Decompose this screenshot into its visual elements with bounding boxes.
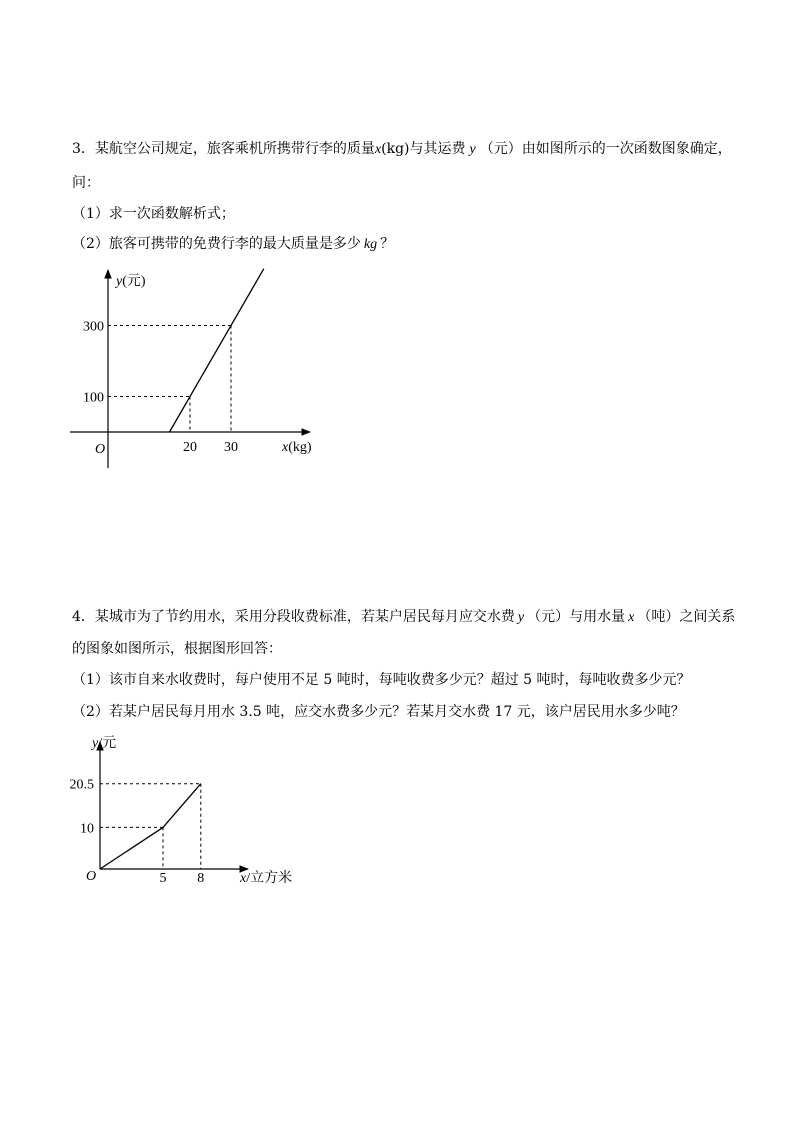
q3-sub-question-1: （1）求一次函数解析式； [72,206,235,222]
q3-sub2-text-a: （2）旅客可携带的免费行李的最大质量是多少 [72,236,361,252]
q3-y-tick-label: 300 [83,319,104,335]
q4-x-tick-label: 8 [197,871,205,886]
q3-y-tick-label: 100 [83,390,104,406]
q4-x-tick-label: 5 [159,871,167,886]
q4-y-tick-label: 10 [80,821,94,837]
q3-stem-line1 [72,140,732,159]
q4-stem-text-c: （吨）之间关系 [637,609,736,625]
q4-y-axis-label: y/元 [92,736,117,751]
q3-series-line [170,269,264,432]
q3-stem-text-b: 与其运费 [409,141,466,157]
q4-origin-label: O [86,869,97,884]
q4-series-segment [100,827,163,869]
q3-sub-question-2 [72,235,394,254]
q3-stem-line2: 问： [72,175,100,191]
q3-sub2-kg: kg [363,237,378,252]
q4-sub-question-1: （1）该市自来水收费时，每户使用不足 5 吨时，每吨收费多少元？超过 5 吨时，每吨收费多少元？ [72,672,691,688]
q3-y-axis-label: y(元) [116,274,146,289]
q4-stem-line1 [72,608,735,627]
q4-series-segment [163,784,201,828]
q4-stem-line2: 的图象如图所示，根据图形回答： [72,641,282,657]
q3-var-y: y [469,142,476,157]
q4-var-y: y [517,610,525,625]
q3-x-tick-label: 30 [224,440,238,455]
q4-var-x: x [628,610,635,625]
q4-sub-question-2: （2）若某户居民每月用水 3.5 吨，应交水费多少元？若某月交水费 17 元，该户居民用水多少吨？ [72,704,685,720]
q3-sub2-text-b: ？ [380,236,395,252]
q3-kg-paren: (kg) [381,141,410,157]
q3-x-tick-label: 20 [183,440,197,455]
q4-stem-text-b: （元）与用水量 [527,609,626,625]
q3-origin-label: O [95,442,106,457]
q3-stem-text-a: 3．某航空公司规定，旅客乘机所携带行李的质量 [72,141,375,157]
q3-x-axis-label: x(kg) [282,440,312,455]
q4-x-axis-label: x/立方米 [240,871,293,886]
q3-var-x: x [374,142,382,157]
q3-stem-text-c: （元）由如图所示的一次函数图象确定， [479,141,732,157]
q4-stem-text-a: 4．某城市为了节约用水，采用分段收费标准，若某户居民每月应交水费 [72,609,515,625]
q4-y-tick-label: 20.5 [69,777,94,793]
